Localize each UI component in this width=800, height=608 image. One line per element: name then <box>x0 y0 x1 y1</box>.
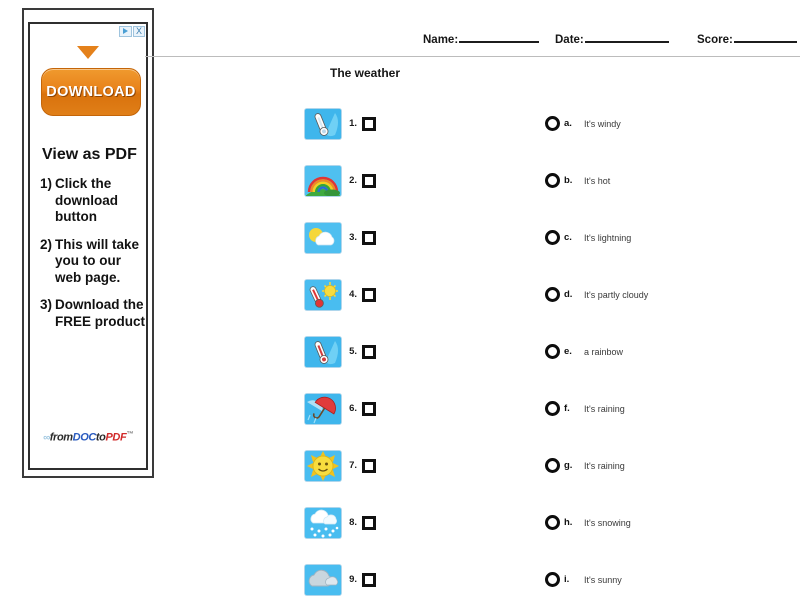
adchoices-triangle-icon <box>123 28 128 34</box>
rainbow-icon <box>305 166 341 196</box>
table-row <box>305 266 376 323</box>
list-item <box>545 380 648 437</box>
thermometer-icon <box>305 337 341 367</box>
advertisement-panel[interactable] <box>22 8 154 478</box>
trademark-icon: ™ <box>126 431 133 439</box>
table-row <box>305 494 376 551</box>
option-letter: h. <box>564 517 573 528</box>
worksheet <box>155 0 800 600</box>
item-number: 8. <box>349 517 357 528</box>
item-number: 7. <box>349 460 357 471</box>
item-number: 5. <box>349 346 357 357</box>
answer-options-column <box>545 95 648 608</box>
option-radio[interactable] <box>545 230 560 245</box>
date-field[interactable] <box>555 30 669 46</box>
sun-face-icon <box>305 451 341 481</box>
option-letter: e. <box>564 346 572 357</box>
ad-step-text: This will take you to our web page. <box>55 236 140 285</box>
ad-step-text: Download the FREE product <box>55 297 146 329</box>
option-text: It's partly cloudy <box>584 289 649 300</box>
option-text: It's snowing <box>584 517 631 528</box>
option-radio[interactable] <box>545 116 560 131</box>
table-row <box>305 209 376 266</box>
item-number: 6. <box>349 403 357 414</box>
list-item <box>545 437 648 494</box>
list-item <box>545 152 648 209</box>
page-title: The weather <box>329 66 401 80</box>
option-radio[interactable] <box>545 458 560 473</box>
list-item <box>40 237 148 287</box>
item-checkbox[interactable] <box>362 174 376 188</box>
table-row <box>305 95 376 152</box>
ad-heading: View as PDF <box>42 146 137 163</box>
name-field[interactable] <box>423 30 539 46</box>
list-item <box>545 551 648 608</box>
item-number: 3. <box>349 232 357 243</box>
option-text: It's sunny <box>584 574 622 585</box>
item-checkbox[interactable] <box>362 402 376 416</box>
option-letter: a. <box>564 118 572 129</box>
option-radio[interactable] <box>545 287 560 302</box>
picture-items-column <box>305 95 376 608</box>
item-checkbox[interactable] <box>362 459 376 473</box>
list-item <box>545 323 648 380</box>
logo-from: from <box>49 432 73 444</box>
item-checkbox[interactable] <box>362 117 376 131</box>
score-field-blank[interactable] <box>734 30 797 43</box>
option-text: It's raining <box>584 460 625 471</box>
table-row <box>305 437 376 494</box>
item-checkbox[interactable] <box>362 231 376 245</box>
download-button-label: DOWNLOAD <box>46 84 136 100</box>
item-checkbox[interactable] <box>362 573 376 587</box>
item-checkbox[interactable] <box>362 288 376 302</box>
option-text: It's windy <box>584 118 621 129</box>
list-item <box>40 297 148 330</box>
list-item <box>545 209 648 266</box>
ad-steps-list <box>40 176 148 341</box>
ad-step-number: 2) <box>40 236 53 252</box>
date-field-label: Date: <box>555 34 584 46</box>
ad-step-number: 1) <box>40 176 53 191</box>
score-field[interactable] <box>697 30 797 46</box>
option-text: a rainbow <box>584 346 624 357</box>
name-field-label: Name: <box>423 34 459 46</box>
swoosh-icon: ∞ <box>43 433 50 444</box>
adchoices-controls[interactable] <box>119 25 145 37</box>
thermometer-sun-hot-icon <box>305 280 341 310</box>
ad-step-number: 3) <box>40 297 53 312</box>
header-divider <box>145 56 800 57</box>
cloud-icon <box>305 565 341 595</box>
item-number: 1. <box>349 118 357 129</box>
item-checkbox[interactable] <box>362 516 376 530</box>
list-item <box>545 494 648 551</box>
worksheet-header-fields <box>155 30 800 52</box>
item-checkbox[interactable] <box>362 345 376 359</box>
option-radio[interactable] <box>545 401 560 416</box>
ad-step-text: Click the download button <box>55 176 119 224</box>
logo-pdf: PDF <box>105 432 127 444</box>
option-radio[interactable] <box>545 173 560 188</box>
date-field-blank[interactable] <box>585 30 669 43</box>
option-text: It's hot <box>584 175 611 186</box>
option-text: It's lightning <box>584 232 632 243</box>
table-row <box>305 380 376 437</box>
adchoices-icon[interactable] <box>119 26 132 37</box>
down-triangle-icon <box>77 46 99 59</box>
table-row <box>305 152 376 209</box>
advertisement-inner-frame <box>28 22 148 470</box>
table-row <box>305 551 376 608</box>
item-number: 2. <box>349 175 357 186</box>
logo-to: to <box>95 432 106 444</box>
option-letter: b. <box>564 175 573 186</box>
option-letter: c. <box>564 232 572 243</box>
snowing-cloud-icon <box>305 508 341 538</box>
option-radio[interactable] <box>545 515 560 530</box>
list-item <box>545 266 648 323</box>
list-item <box>40 176 148 226</box>
item-number: 4. <box>349 289 357 300</box>
logo-doc: DOC <box>72 432 96 444</box>
name-field-blank[interactable] <box>459 30 539 43</box>
fromdoctopdf-logo <box>30 431 146 444</box>
thermometer-cold-icon <box>305 109 341 139</box>
option-letter: f. <box>564 403 570 414</box>
umbrella-rain-icon <box>305 394 341 424</box>
option-radio[interactable] <box>545 344 560 359</box>
item-number: 9. <box>349 574 357 585</box>
list-item <box>545 95 648 152</box>
option-radio[interactable] <box>545 572 560 587</box>
option-letter: g. <box>564 460 573 471</box>
partly-cloudy-icon <box>305 223 341 253</box>
download-button[interactable] <box>41 68 141 116</box>
option-letter: i. <box>564 574 570 585</box>
option-text: It's raining <box>584 403 625 414</box>
table-row <box>305 323 376 380</box>
option-letter: d. <box>564 289 573 300</box>
score-field-label: Score: <box>697 34 733 46</box>
close-icon[interactable]: X <box>133 26 145 37</box>
